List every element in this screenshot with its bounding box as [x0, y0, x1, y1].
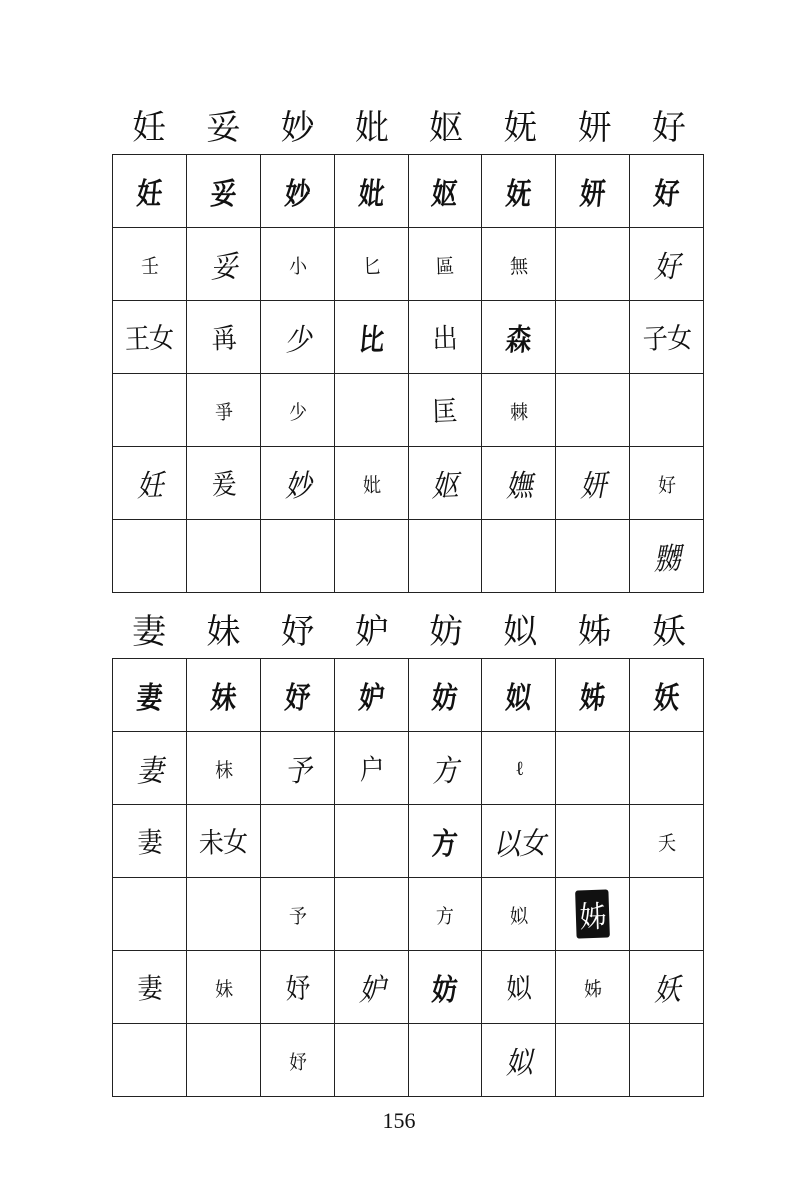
glyph-variant: 姒 [509, 903, 528, 928]
empty-cell [630, 732, 704, 805]
empty-cell [630, 1024, 704, 1097]
empty-cell [187, 520, 261, 593]
glyph-variant: 妥 [209, 177, 237, 212]
column-header: 妩 [503, 108, 538, 148]
glyph-variant: ℓ [514, 755, 524, 780]
empty-cell [187, 878, 261, 951]
glyph-cell [630, 951, 704, 1024]
glyph-variant: 方 [430, 827, 459, 862]
glyph-variant: 姒 [504, 681, 533, 716]
glyph-cell [482, 447, 556, 520]
empty-cell [335, 878, 409, 951]
bottom-table-headers [112, 612, 706, 652]
glyph-cell [113, 228, 187, 301]
glyph-cell [261, 447, 335, 520]
glyph-variant: 姊 [583, 976, 602, 1001]
column-header: 妣 [354, 108, 389, 148]
empty-cell [556, 805, 630, 878]
column-header: 妹 [206, 612, 241, 652]
glyph-variant: 方 [436, 903, 454, 928]
glyph-variant: 好 [653, 250, 681, 285]
glyph-variant: 妊 [135, 469, 164, 504]
column-header: 妻 [132, 612, 167, 652]
glyph-cell [335, 659, 409, 732]
glyph-variant: 妩 [504, 177, 533, 212]
glyph-variant: 姊 [578, 681, 607, 716]
glyph-variant: 少 [283, 323, 311, 358]
glyph-cell [409, 878, 483, 951]
glyph-cell [261, 951, 335, 1024]
glyph-cell [335, 951, 409, 1024]
glyph-cell [187, 659, 261, 732]
empty-cell [261, 805, 335, 878]
glyph-cell [261, 878, 335, 951]
glyph-cell [409, 374, 483, 447]
glyph-variant: 出 [432, 321, 458, 356]
empty-cell [409, 520, 483, 593]
glyph-cell [113, 659, 187, 732]
empty-cell [556, 301, 630, 374]
empty-cell [482, 520, 556, 593]
column-header: 妖 [651, 612, 686, 652]
glyph-cell [409, 228, 483, 301]
glyph-cell [409, 659, 483, 732]
empty-cell [630, 878, 704, 951]
empty-cell [113, 1024, 187, 1097]
glyph-variant: 無 [509, 253, 528, 278]
glyph-variant: 妤 [284, 971, 310, 1006]
glyph-variant: 妥 [209, 250, 237, 285]
glyph-variant: 予 [288, 903, 307, 928]
glyph-variant: 壬 [140, 253, 159, 278]
glyph-cell [556, 951, 630, 1024]
glyph-cell [335, 301, 409, 374]
glyph-variant: 妤 [282, 681, 311, 716]
empty-cell [335, 374, 409, 447]
glyph-cell [630, 805, 704, 878]
glyph-variant: 姒 [506, 971, 532, 1006]
glyph-variant: 妨 [430, 681, 459, 716]
glyph-variant: 妙 [283, 469, 311, 504]
glyph-cell [482, 878, 556, 951]
glyph-cell [409, 155, 483, 228]
glyph-variant: 少 [288, 399, 307, 424]
empty-cell [409, 1024, 483, 1097]
glyph-variant: 妪 [431, 469, 459, 504]
glyph-cell [113, 447, 187, 520]
column-header: 妊 [132, 108, 167, 148]
glyph-cell [556, 155, 630, 228]
glyph-variant: 爰 [210, 467, 237, 502]
column-header: 妤 [280, 612, 315, 652]
glyph-variant: 妤 [288, 1049, 307, 1074]
glyph-cell [261, 228, 335, 301]
empty-cell [335, 1024, 409, 1097]
glyph-cell [261, 301, 335, 374]
glyph-variant: 妍 [579, 469, 607, 504]
glyph-cell [187, 805, 261, 878]
empty-cell [335, 805, 409, 878]
empty-cell [556, 520, 630, 593]
glyph-variant: 小 [288, 253, 307, 278]
glyph-cell [187, 228, 261, 301]
empty-cell [113, 878, 187, 951]
top-table-headers [112, 108, 706, 148]
glyph-variant: 棘 [509, 399, 528, 424]
empty-cell [113, 374, 187, 447]
glyph-variant: 妒 [356, 681, 385, 716]
glyph-cell [556, 878, 630, 951]
glyph-variant: 妖 [652, 681, 681, 716]
empty-cell [113, 520, 187, 593]
empty-cell [556, 1024, 630, 1097]
glyph-cell [482, 374, 556, 447]
glyph-cell [409, 805, 483, 878]
glyph-variant: 妍 [578, 177, 607, 212]
glyph-cell [409, 951, 483, 1024]
glyph-cell [335, 732, 409, 805]
glyph-variant: 嫵 [505, 469, 533, 504]
glyph-cell [556, 447, 630, 520]
empty-cell [187, 1024, 261, 1097]
glyph-cell [482, 659, 556, 732]
glyph-cell [261, 732, 335, 805]
glyph-variant: 未女 [198, 825, 249, 860]
empty-cell [556, 228, 630, 301]
glyph-cell [113, 301, 187, 374]
glyph-variant: 森 [504, 323, 533, 358]
column-header: 妥 [206, 108, 241, 148]
glyph-cell [630, 155, 704, 228]
glyph-cell [482, 301, 556, 374]
glyph-variant: 妨 [430, 973, 459, 1008]
glyph-variant: 妻 [135, 754, 164, 789]
glyph-cell [113, 805, 187, 878]
glyph-variant: 子女 [641, 321, 692, 356]
glyph-variant: 方 [431, 754, 459, 789]
column-header: 妍 [577, 108, 612, 148]
glyph-cell [261, 374, 335, 447]
glyph-variant: 爯 [210, 321, 237, 356]
glyph-cell [335, 447, 409, 520]
glyph-cell [482, 228, 556, 301]
glyph-variant: 以女 [492, 826, 546, 862]
glyph-variant: 好 [657, 472, 676, 497]
glyph-cell [630, 301, 704, 374]
column-header: 妨 [429, 612, 464, 652]
glyph-variant: 妒 [357, 973, 385, 1008]
glyph-cell [335, 228, 409, 301]
glyph-cell [335, 155, 409, 228]
glyph-variant: 姒 [505, 1046, 533, 1081]
glyph-variant: 王女 [124, 321, 175, 356]
glyph-cell [187, 447, 261, 520]
glyph-cell [409, 447, 483, 520]
empty-cell [335, 520, 409, 593]
bottom-character-table [112, 658, 704, 1097]
glyph-cell [113, 732, 187, 805]
glyph-variant: 妹 [209, 681, 237, 716]
glyph-cell [187, 374, 261, 447]
empty-cell [630, 374, 704, 447]
column-header: 姊 [577, 612, 612, 652]
glyph-cell [630, 520, 704, 593]
glyph-cell [261, 1024, 335, 1097]
column-header: 妙 [280, 108, 315, 148]
glyph-cell [113, 951, 187, 1024]
glyph-variant: 匕 [362, 253, 381, 278]
glyph-cell [482, 1024, 556, 1097]
glyph-cell [556, 659, 630, 732]
glyph-cell [187, 951, 261, 1024]
glyph-cell [187, 155, 261, 228]
glyph-variant: 比 [356, 323, 385, 358]
glyph-cell [113, 155, 187, 228]
glyph-cell [482, 732, 556, 805]
top-character-table [112, 154, 704, 593]
glyph-cell [630, 228, 704, 301]
glyph-cell [261, 659, 335, 732]
page-number: 156 [382, 1108, 416, 1133]
glyph-cell [187, 301, 261, 374]
glyph-variant: 嬲 [653, 542, 681, 577]
glyph-variant: 户 [358, 752, 384, 787]
glyph-variant: 枺 [214, 757, 233, 782]
glyph-variant: 妪 [430, 177, 459, 212]
glyph-variant: 姊 [575, 889, 610, 938]
glyph-variant: 妹 [214, 976, 233, 1001]
glyph-variant: 匡 [432, 394, 458, 429]
glyph-variant: 爭 [214, 399, 233, 424]
glyph-variant: 妊 [135, 177, 164, 212]
glyph-cell [187, 732, 261, 805]
glyph-variant: 妖 [653, 973, 681, 1008]
glyph-variant: 妻 [135, 681, 164, 716]
empty-cell [261, 520, 335, 593]
glyph-variant: 妣 [362, 472, 381, 497]
glyph-cell [482, 155, 556, 228]
empty-cell [556, 732, 630, 805]
glyph-cell [482, 951, 556, 1024]
glyph-variant: 好 [652, 177, 681, 212]
glyph-variant: 區 [436, 253, 454, 278]
glyph-cell [261, 155, 335, 228]
glyph-variant: 妙 [282, 177, 311, 212]
glyph-cell [482, 805, 556, 878]
glyph-variant: 夭 [657, 830, 676, 855]
glyph-cell [630, 659, 704, 732]
column-header: 好 [651, 108, 686, 148]
glyph-cell [409, 732, 483, 805]
empty-cell [556, 374, 630, 447]
column-header: 妒 [354, 612, 389, 652]
glyph-variant: 妻 [136, 825, 163, 860]
glyph-variant: 予 [283, 754, 311, 789]
glyph-variant: 妻 [136, 971, 163, 1006]
column-header: 妪 [429, 108, 464, 148]
glyph-cell [630, 447, 704, 520]
glyph-cell [409, 301, 483, 374]
glyph-variant: 妣 [356, 177, 385, 212]
column-header: 姒 [503, 612, 538, 652]
